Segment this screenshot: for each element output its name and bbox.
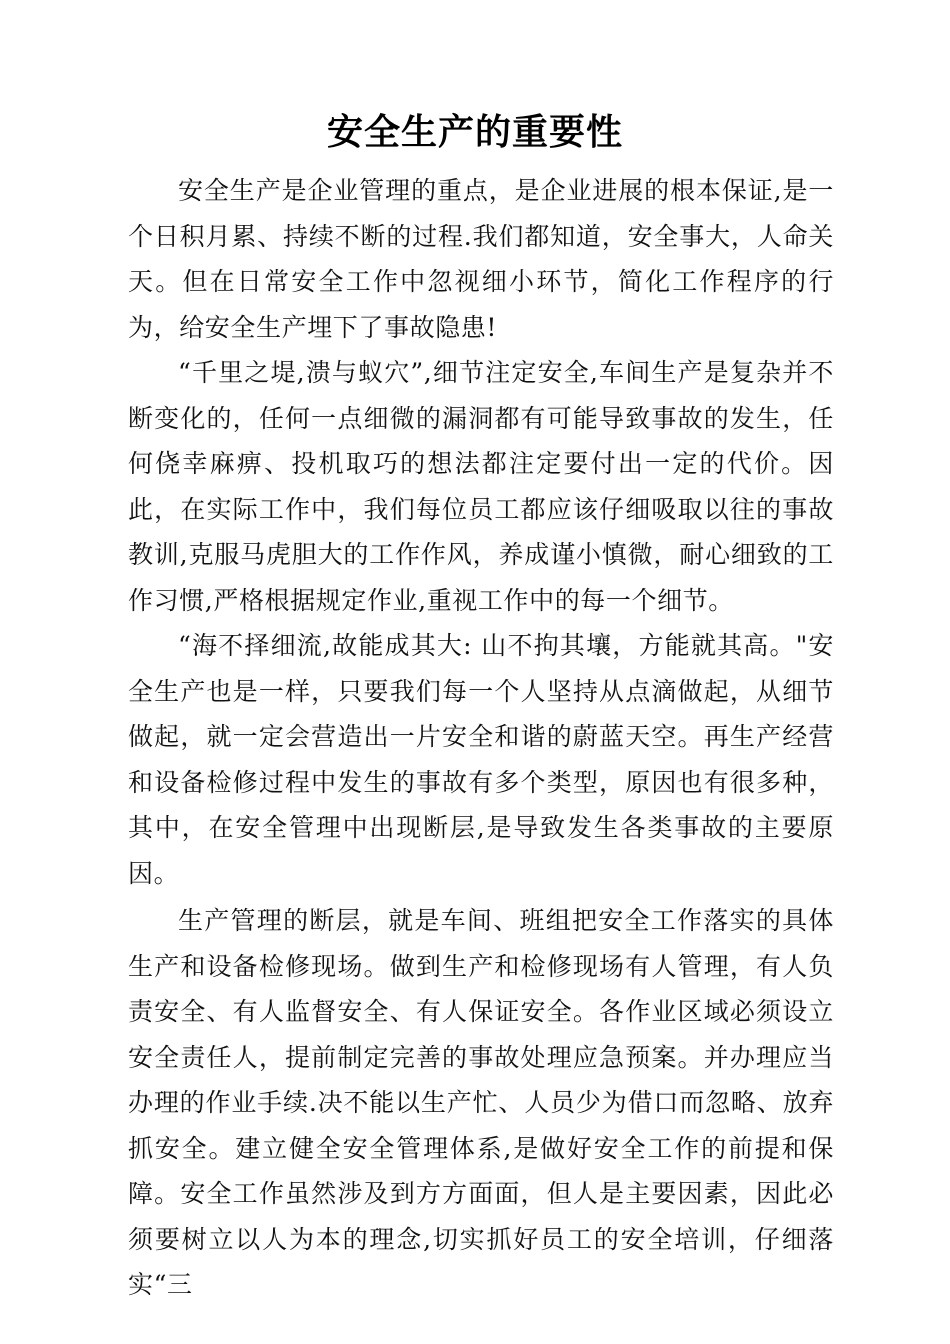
document-body xyxy=(128,168,834,1308)
paragraph-2: “千里之堤,溃与蚁穴”,细节注定安全,车间生产是复杂并不断变化的，任何一点细微的漏洞都有可能导致事故的发生，任何侥幸麻痹、投机取巧的想法都注定要付出一定的代价。因此，在实际工作中，我们每位员工都应该仔细吸取以往的事故教训,克服马虎胆大的工作作风，养成谨小慎微，耐心细致的工作习惯,严格根据规定作业,重视工作中的每一个细节。 xyxy=(128,358,834,615)
paragraph-4: 生产管理的断层，就是车间、班组把安全工作落实的具体生产和设备检修现场。做到生产和检修现场有人管理，有人负责安全、有人监督安全、有人保证安全。各作业区域必须设立安全责任人，提前制定完善的事故处理应急预案。并办理应当办理的作业手续.决不能以生产忙、人员少为借口而忽略、放弃抓安全。建立健全安全管理体系,是做好安全工作的前提和保障。安全工作虽然涉及到方方面面，但人是主要因素，因此必须要树立以人为本的理念,切实抓好员工的安全培训，仔细落实“三 xyxy=(128,906,834,1299)
paragraph-3: “海不择细流,故能成其大: 山不拘其壤，方能就其高。"安全生产也是一样，只要我们每一个人坚持从点滴做起，从细节做起，就一定会营造出一片安全和谐的蔚蓝天空。再生产经营和设备检修过程中发生的事故有多个类型，原因也有很多种，其中，在安全管理中出现断层,是导致发生各类事故的主要原因。 xyxy=(128,631,834,888)
document-title: 安全生产的重要性 xyxy=(326,111,623,153)
paragraph-1: 安全生产是企业管理的重点，是企业进展的根本保证,是一个日积月累、持续不断的过程.我们都知道，安全事大，人命关天。但在日常安全工作中忽视细小环节，简化工作程序的行为，给安全生产埋下了事故隐患! xyxy=(128,176,834,342)
